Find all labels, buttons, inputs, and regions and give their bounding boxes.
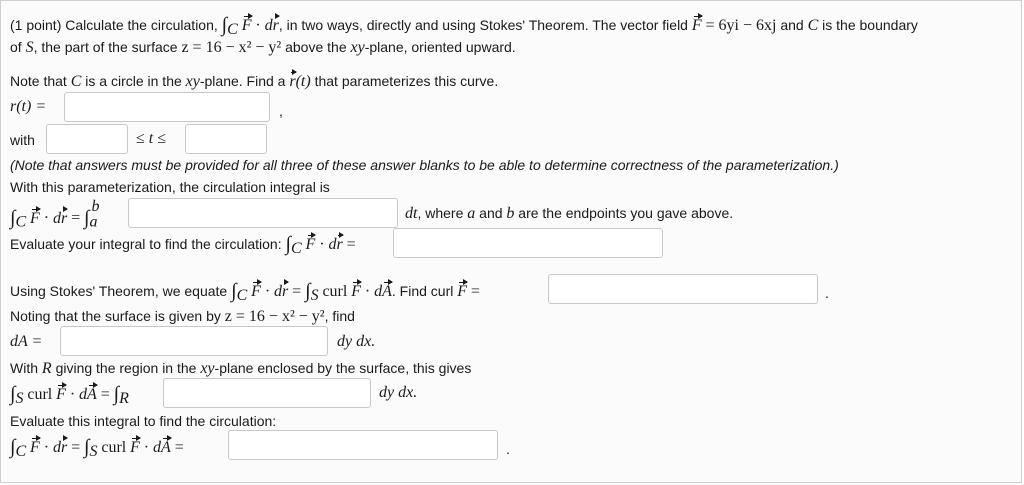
r-of-t-input[interactable] bbox=[64, 92, 270, 122]
stokes-row: Using Stokes' Theorem, we equate $\int_C$ F · dr = $\int_S$ curl F · dA. Find curl F = bbox=[10, 280, 480, 304]
r-of-t-label: r(t) = bbox=[10, 98, 47, 115]
circulation-direct-input[interactable] bbox=[393, 228, 663, 258]
t-lower-input[interactable] bbox=[46, 124, 128, 154]
stokes-integral-row: $\int_S$ curl F · dA = $\int_R$ bbox=[10, 383, 129, 407]
circulation-integral-row: $\int_C$ F · dr = $\int_a^b$ bbox=[10, 198, 100, 231]
with-R-row: With R giving the region in the xy-plane enclosed by the surface, this gives bbox=[10, 360, 472, 377]
t-upper-input[interactable] bbox=[185, 124, 267, 154]
vector-field-expression: = 6yi − 6xj bbox=[705, 17, 777, 34]
note-circle: Note that C is a circle in the xy-plane. Find a r(t) that parameterizes this curve. bbox=[10, 73, 499, 90]
dA-input[interactable] bbox=[60, 326, 328, 356]
circulation-stokes-input[interactable] bbox=[228, 430, 498, 460]
noting-row: Noting that the surface is given by z = 16 − x² − y², find bbox=[10, 308, 355, 325]
dt-suffix: dt, where a and b are the endpoints you gave above. bbox=[405, 205, 734, 222]
disclaimer-note: (Note that answers must be provided for all three of these answer blanks to be able to determine correctness of the parameterization.) bbox=[10, 157, 839, 173]
stokes-integrand-input[interactable] bbox=[163, 378, 371, 408]
problem-line-1: (1 point) Calculate the circulation, $\int_C$ F · dr, in two ways, directly and using Stokes' Theorem. The vector field F = 6yi − 6xj and C is the boundary bbox=[10, 14, 918, 38]
points-label: (1 point) bbox=[10, 17, 62, 33]
surface-expression: z = 16 − x² − y² bbox=[181, 39, 282, 56]
final-circulation-row: $\int_C$ F · dr = $\int_S$ curl F · dA = bbox=[10, 436, 184, 460]
curl-F-input[interactable] bbox=[548, 274, 818, 304]
integrand-input[interactable] bbox=[128, 198, 398, 228]
evaluate-direct-row: Evaluate your integral to find the circulation: $\int_C$ F · dr = bbox=[10, 233, 356, 257]
problem-line-2: of S, the part of the surface z = 16 − x² − y² above the xy-plane, oriented upward. bbox=[10, 39, 516, 56]
with-label: with bbox=[10, 132, 35, 148]
dA-label: dA = bbox=[10, 333, 43, 350]
